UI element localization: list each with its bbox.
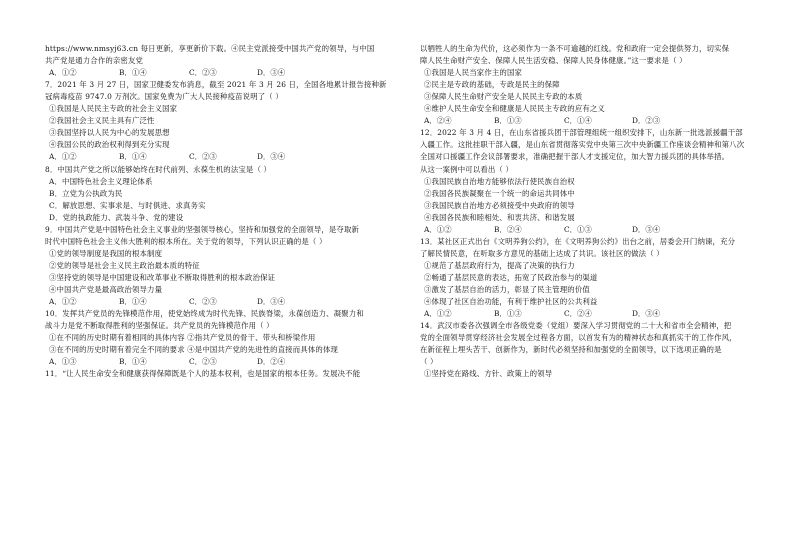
question-9-stem: 时代中国特色社会主义伟大胜利的根本所在。关于党的领导，下列认识正确的是（ ） bbox=[45, 236, 327, 246]
answer-option: B．①④ bbox=[119, 357, 147, 367]
answer-option: D．②④ bbox=[257, 357, 286, 367]
intro-line: 共产党是通力合作的亲密友党 bbox=[45, 56, 144, 66]
question-8-option: C．解放思想、实事求是、与时俱进、求真务实 bbox=[49, 200, 206, 210]
question-13-item: ①规范了基层政府行为，提高了决策的执行力 bbox=[424, 260, 575, 270]
question-7-item: ③我国坚持以人民为中心的发展思想 bbox=[49, 128, 170, 138]
question-7-stem: 7．2021 年 3 月 27 日，国家卫健委发布消息，截至 2021 年 3 月 26 日，全国各地累计报告接种新 bbox=[45, 80, 387, 90]
question-11-item: ④维护人民生命安全和健康是人民民主专政的应有之义 bbox=[424, 104, 605, 114]
question-10-item: ③在不同的历史时期有着完全不同的要求 ④是中国共产党的先进性的直接而具体的体现 bbox=[49, 345, 339, 355]
question-12-stem: 全国对口援疆工作会议部署要求，准确把握干部人才支援定位，加大智力援兵团的具体举措。 bbox=[420, 152, 730, 162]
question-12-stem: 从这一案例中可以看出（ ） bbox=[420, 164, 513, 174]
question-12-stem: 12．2022 年 3 月 4 日，在山东省援兵团干部管理组统一组织安排下，山东新一批选派援疆干部 bbox=[420, 128, 743, 138]
answer-option: D．③④ bbox=[632, 309, 661, 319]
question-8-option: A．中国特色社会主义理论体系 bbox=[49, 176, 153, 186]
answer-option: B．①③ bbox=[494, 309, 522, 319]
question-14-stem: 14．武汉市委各次强调全市各级党委（党组）要深入学习贯彻党的二十大和省市全会精神，把 bbox=[420, 321, 732, 331]
answer-option: C．②③ bbox=[189, 152, 217, 162]
question-13-item: ③激发了基层自治的活力，彰显了民主管理的价值 bbox=[424, 285, 590, 294]
question-9-item: ④中国共产党是最高政治领导力量 bbox=[49, 285, 163, 294]
question-11-item: ③保障人民生命财产安全是人民民主专政的本质 bbox=[424, 92, 583, 102]
question-14-item: ①坚持党在路线、方针、政策上的领导 bbox=[424, 369, 553, 379]
answer-option: D．③④ bbox=[257, 152, 286, 162]
answer-option: C．②③ bbox=[189, 297, 217, 307]
answer-option: C．②③ bbox=[189, 357, 217, 367]
question-11-stem: 11．“让人民生命安全和健康获得保障既是个人的基本权利，也是国家的根本任务。发展决不能 bbox=[45, 369, 361, 379]
answer-option: D．③④ bbox=[257, 297, 286, 307]
question-11-stem-cont: 障人民生命财产安全、保障人民生活安稳、保障人民身体健康。”这一要求是（ ） bbox=[420, 56, 687, 66]
answer-option: C．①③ bbox=[564, 224, 592, 234]
question-12-item: ②我国各民族凝聚在一个统一的命运共同体中 bbox=[424, 188, 575, 198]
intro-line: https://www.nmsyj63.cn 每日更新，享更新价下载。④民主党派接受中国共产党的领导，与中国 bbox=[45, 44, 375, 53]
answer-option: B．①④ bbox=[119, 68, 147, 78]
question-10-item: ①在不同的历史时期有着相同的具体内容 ②指共产党员的骨干、带头和桥梁作用 bbox=[49, 333, 316, 343]
answer-option: A．①② bbox=[424, 309, 452, 319]
question-8-option: D．党的执政能力、武装斗争、党的建设 bbox=[49, 212, 184, 222]
question-13-stem: 了解民情民意，在听取多方意见的基础上达成了共识。该社区的做法（ ） bbox=[420, 248, 664, 258]
question-9-stem: 9．中国共产党是中国特色社会主义事业的坚强领导核心，坚持和加强党的全面领导，是夺取新 bbox=[45, 224, 360, 234]
question-11-item: ①我国是人民当家作主的国家 bbox=[424, 68, 523, 78]
answer-option: D．②③ bbox=[632, 116, 661, 126]
question-7-item: ①我国是人民民主专政的社会主义国家 bbox=[49, 104, 178, 114]
answer-option: A．①② bbox=[49, 297, 77, 307]
answer-option: B．①④ bbox=[119, 152, 147, 162]
answer-option: A．②④ bbox=[424, 116, 452, 126]
question-9-item: ②党的领导是社会主义民主政治最本质的特征 bbox=[49, 260, 200, 270]
question-10-stem: 10．发挥共产党员的先锋模范作用，使党始终成为时代先锋、民族脊梁，永葆创造力、凝聚力和 bbox=[45, 309, 364, 319]
question-12-item: ①我国民族自治地方能够依法行使民族自治权 bbox=[424, 176, 575, 186]
answer-option: B．①④ bbox=[119, 297, 147, 307]
question-14-stem: 党的全面领导贯穿经济社会发展全过程各方面，以首发有为的精神状态和真抓实干的工作作风， bbox=[420, 333, 737, 343]
question-14-stem: （ ） bbox=[420, 357, 438, 367]
question-8-stem: 8．中国共产党之所以能够始终在时代前列、永葆生机的法宝是（ ） bbox=[45, 164, 272, 174]
answer-option: A．①② bbox=[49, 152, 77, 162]
question-7-stem: 冠病毒疫苗 9747.0 万剂次。国家免费为广大人民接种疫苗说明了（ ） bbox=[45, 92, 283, 102]
question-11-stem-cont: 以牺牲人的生命为代价，这必须作为一条不可逾越的红线。党和政府一定会提供努力，切实保 bbox=[420, 44, 730, 53]
question-8-option: B．立党为公执政为民 bbox=[49, 188, 123, 198]
question-12-item: ③我国民族自治地方必须接受中央政府的领导 bbox=[424, 200, 575, 210]
answer-option: B．①③ bbox=[494, 116, 522, 126]
answer-option: C．②③ bbox=[189, 68, 217, 78]
question-9-item: ①党的领导制度是我国的根本制度 bbox=[49, 248, 163, 258]
question-7-item: ②我国社会主义民主具有广泛性 bbox=[49, 116, 155, 126]
question-11-item: ②民主是专政的基础，专政是民主的保障 bbox=[424, 80, 560, 90]
answer-option: A．①③ bbox=[49, 357, 77, 367]
question-13-stem: 13．某社区正式出台《文明养狗公约》，在《文明养狗公约》出台之前，居委会开门纳谏，充分 bbox=[420, 236, 736, 246]
answer-option: C．②④ bbox=[564, 309, 592, 319]
question-12-item: ④我国各民族和睦相处、和衷共济、和谐发展 bbox=[424, 212, 575, 222]
question-13-item: ④体现了社区自治功能，有利于维护社区的公共利益 bbox=[424, 297, 598, 307]
answer-option: B．②④ bbox=[494, 224, 522, 234]
question-12-stem: 入疆工作。这批挂职干部入疆，是山东省贯彻落实党中央第三次中央新疆工作座谈会精神和第八次 bbox=[420, 140, 745, 150]
question-13-item: ②畅通了基层民意的表达，拓宽了民政治参与的渠道 bbox=[424, 272, 598, 282]
question-10-stem: 战斗力是党不断取得胜利的坚强保证。共产党员的先锋模范作用（ ） bbox=[45, 321, 274, 331]
answer-option: C．①④ bbox=[564, 116, 592, 126]
answer-option: A．①② bbox=[49, 68, 77, 78]
question-9-item: ③坚持党的领导是中国建设和改革事业不断取得胜利的根本政治保证 bbox=[49, 272, 276, 282]
answer-option: D．③④ bbox=[632, 224, 661, 234]
answer-option: D．③④ bbox=[257, 68, 286, 78]
question-14-stem: 在新征程上埋头苦干、创新作为，新时代必须坚持和加强党的全面领导，以下选项正确的是 bbox=[420, 345, 722, 355]
answer-option: A．①② bbox=[424, 224, 452, 234]
question-7-item: ④我国公民的政治权利得到充分实现 bbox=[49, 140, 170, 150]
